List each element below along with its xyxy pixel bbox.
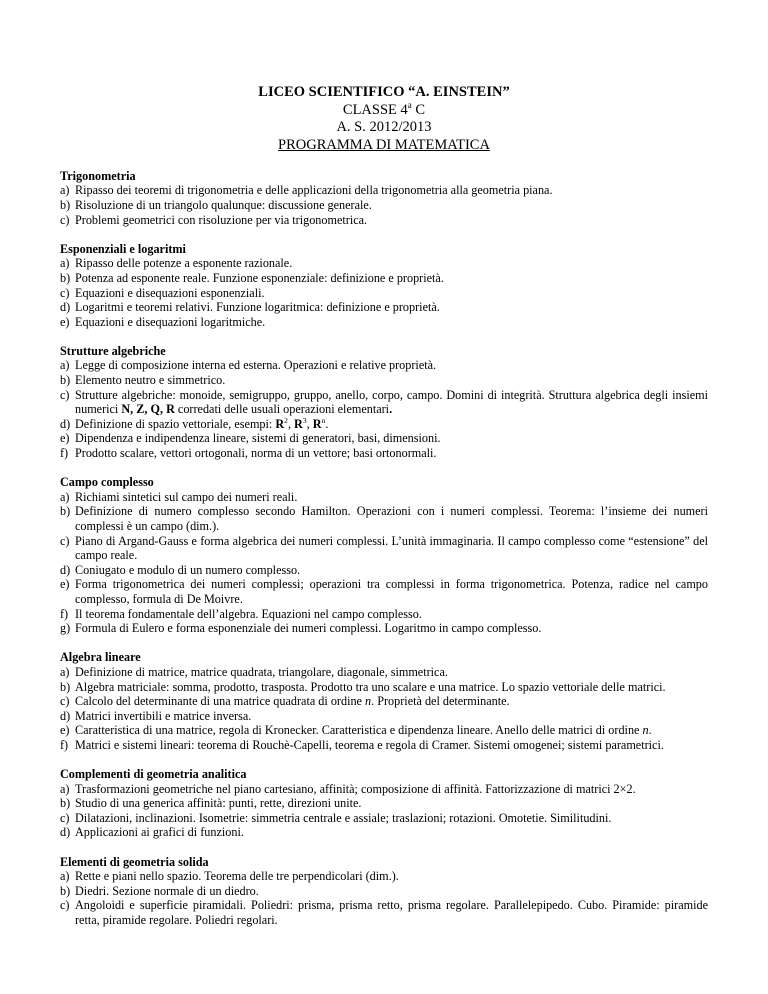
list-item — [60, 256, 708, 271]
list-item — [60, 358, 708, 373]
class-sup: a — [407, 99, 412, 110]
section-title: Trigonometria — [60, 168, 136, 183]
list-item — [60, 271, 708, 286]
item-text: Ripasso dei teoremi di trigonometria e delle applicazioni della trigonometria alla geometria piana. — [75, 183, 553, 198]
list-item — [60, 738, 708, 753]
list-item — [60, 694, 708, 709]
item-text: Strutture algebriche: monoide, semigruppo, gruppo, anello, corpo, campo. Domini di integrità. Struttura algebrica degli insiemi numerici N, Z, Q, R corredati delle usuali operazioni elementari. — [75, 387, 708, 417]
item-label: b) — [60, 679, 71, 694]
item-label: b) — [60, 270, 71, 285]
item-text: Dilatazioni, inclinazioni. Isometrie: simmetria centrale e assiale; traslazioni; rotazioni. Omotetie. Similitudini. — [75, 810, 612, 825]
list-item — [60, 446, 708, 461]
section-title: Algebra lineare — [60, 650, 141, 665]
list-item — [60, 607, 708, 622]
item-label: d) — [60, 562, 71, 577]
program-title: PROGRAMMA DI MATEMATICA — [278, 137, 490, 154]
list-item — [60, 286, 708, 301]
item-text: Applicazioni ai grafici di funzioni. — [75, 825, 244, 840]
item-text: Legge di composizione interna ed esterna. Operazioni e relative proprietà. — [75, 358, 437, 373]
list-item — [60, 723, 708, 738]
item-text: Calcolo del determinante di una matrice quadrata di ordine n. Proprietà del determinante. — [75, 694, 510, 709]
program-content — [60, 169, 708, 928]
item-label: c) — [60, 212, 70, 227]
item-label: c) — [60, 387, 70, 402]
item-text: Caratteristica di una matrice, regola di Kronecker. Caratteristica e dipendenza lineare. Anello delle matrici di ordine n. — [75, 723, 652, 738]
item-text: Rette e piani nello spazio. Teorema delle tre perpendicolari (dim.). — [75, 869, 399, 884]
item-text: Piano di Argand-Gauss e forma algebrica dei numeri complessi. L’unità immaginaria. Il campo complesso come “estensione” del campo reale. — [75, 533, 708, 563]
list-item — [60, 198, 708, 213]
list-item — [60, 621, 708, 636]
list-item — [60, 213, 708, 228]
item-text: Diedri. Sezione normale di un diedro. — [75, 883, 259, 898]
item-label: d) — [60, 825, 71, 840]
section — [60, 767, 708, 840]
class-suffix: C — [411, 101, 426, 118]
item-text: Equazioni e disequazioni esponenziali. — [75, 285, 265, 300]
list-item — [60, 563, 708, 578]
list-item — [60, 796, 708, 811]
list-item — [60, 373, 708, 388]
list-item — [60, 504, 708, 533]
section — [60, 242, 708, 330]
item-label: e) — [60, 431, 70, 446]
item-label: e) — [60, 577, 70, 592]
item-text: Trasformazioni geometriche nel piano cartesiano, affinità; composizione di affinità. Fattorizzazione di matrici 2×2. — [75, 781, 636, 796]
list-item — [60, 825, 708, 840]
list-item — [60, 388, 708, 417]
section — [60, 650, 708, 752]
list-item — [60, 577, 708, 606]
item-label: f) — [60, 446, 69, 461]
item-label: b) — [60, 504, 71, 519]
section — [60, 169, 708, 227]
section-title: Strutture algebriche — [60, 343, 166, 358]
item-text: Equazioni e disequazioni logaritmiche. — [75, 314, 266, 329]
section-title: Campo complesso — [60, 475, 154, 490]
item-text: Richiami sintetici sul campo dei numeri reali. — [75, 489, 298, 504]
item-text: Dipendenza e indipendenza lineare, sistemi di generatori, basi, dimensioni. — [75, 431, 441, 446]
item-label: c) — [60, 694, 70, 709]
item-label: a) — [60, 256, 70, 271]
section-title: Esponenziali e logaritmi — [60, 241, 186, 256]
list-item — [60, 884, 708, 899]
item-label: c) — [60, 898, 70, 913]
list-item — [60, 534, 708, 563]
item-label: f) — [60, 737, 69, 752]
list-item — [60, 898, 708, 927]
item-label: a) — [60, 183, 70, 198]
item-text: Ripasso delle potenze a esponente razionale. — [75, 256, 293, 271]
item-text: Definizione di matrice, matrice quadrata, triangolare, diagonale, simmetrica. — [75, 664, 448, 679]
section-title: Complementi di geometria analitica — [60, 767, 247, 782]
item-label: a) — [60, 781, 70, 796]
list-item — [60, 431, 708, 446]
document-header — [60, 84, 708, 155]
item-text: Algebra matriciale: somma, prodotto, trasposta. Prodotto tra uno scalare e una matrice. Lo spazio vettoriale delle matrici. — [75, 679, 666, 694]
item-label: a) — [60, 489, 70, 504]
list-item — [60, 665, 708, 680]
item-text: Elemento neutro e simmetrico. — [75, 373, 226, 388]
item-label: a) — [60, 869, 70, 884]
item-text: Matrici invertibili e matrice inversa. — [75, 708, 252, 723]
list-item — [60, 709, 708, 724]
list-item — [60, 811, 708, 826]
item-text: Definizione di spazio vettoriale, esempi: $R^2$, $R^3$, $R^n$. — [75, 415, 329, 431]
class-line — [60, 99, 708, 120]
item-label: g) — [60, 621, 71, 636]
item-label: d) — [60, 416, 71, 431]
item-text: Definizione di numero complesso secondo Hamilton. Operazioni con i numeri complessi. Teorema: l’insieme dei numeri complessi è un campo (dim.). — [75, 504, 708, 533]
class-prefix: CLASSE 4 — [342, 101, 408, 118]
document-page — [60, 84, 708, 942]
list-item — [60, 490, 708, 505]
item-text: Il teorema fondamentale dell’algebra. Equazioni nel campo complesso. — [75, 606, 422, 621]
list-item — [60, 300, 708, 315]
item-label: c) — [60, 533, 70, 548]
item-text: Matrici e sistemi lineari: teorema di Rouchè-Capelli, teorema e regola di Cramer. Sistemi omogenei; sistemi parametrici. — [75, 737, 664, 752]
item-label: c) — [60, 810, 70, 825]
item-text: Coniugato e modulo di un numero complesso. — [75, 562, 301, 577]
item-text: Problemi geometrici con risoluzione per via trigonometrica. — [75, 212, 368, 227]
item-label: b) — [60, 197, 71, 212]
item-text: Angoloidi e superficie piramidali. Poliedri: prisma, prisma retto, prisma regolare. Parallelepipedo. Cubo. Piramide: piramide retta, piramide regolare. Poliedri regolari. — [75, 898, 708, 928]
item-label: d) — [60, 300, 71, 315]
item-text: Prodotto scalare, vettori ortogonali, norma di un vettore; basi ortonormali. — [75, 446, 437, 461]
item-text: Potenza ad esponente reale. Funzione esponenziale: definizione e proprietà. — [75, 270, 444, 285]
list-item — [60, 183, 708, 198]
item-label: f) — [60, 606, 69, 621]
item-label: c) — [60, 285, 70, 300]
section — [60, 475, 708, 636]
section — [60, 855, 708, 928]
item-label: b) — [60, 883, 71, 898]
item-text: Logaritmi e teoremi relativi. Funzione logaritmica: definizione e proprietà. — [75, 300, 440, 315]
item-label: e) — [60, 314, 70, 329]
list-item — [60, 869, 708, 884]
section-title: Elementi di geometria solida — [60, 854, 209, 869]
item-text: Studio di una generica affinità: punti, rette, direzioni unite. — [75, 796, 362, 811]
item-label: d) — [60, 708, 71, 723]
item-text: Forma trigonometrica dei numeri complessi; operazioni tra complessi in forma trigonometrica. Potenza, radice nel campo complesso, formula di De Moivre. — [75, 577, 708, 606]
list-item — [60, 315, 708, 330]
item-label: b) — [60, 796, 71, 811]
list-item — [60, 680, 708, 695]
item-label: e) — [60, 723, 70, 738]
list-item — [60, 782, 708, 797]
item-text: Risoluzione di un triangolo qualunque: discussione generale. — [75, 197, 372, 212]
school-year: A. S. 2012/2013 — [336, 119, 432, 136]
school-name: LICEO SCIENTIFICO “A. EINSTEIN” — [258, 84, 510, 100]
item-label: a) — [60, 664, 70, 679]
item-label: a) — [60, 358, 70, 373]
item-text: Formula di Eulero e forma esponenziale dei numeri complessi. Logaritmo in campo complesso. — [75, 621, 542, 636]
list-item — [60, 417, 708, 432]
section — [60, 344, 708, 461]
item-label: b) — [60, 373, 71, 388]
